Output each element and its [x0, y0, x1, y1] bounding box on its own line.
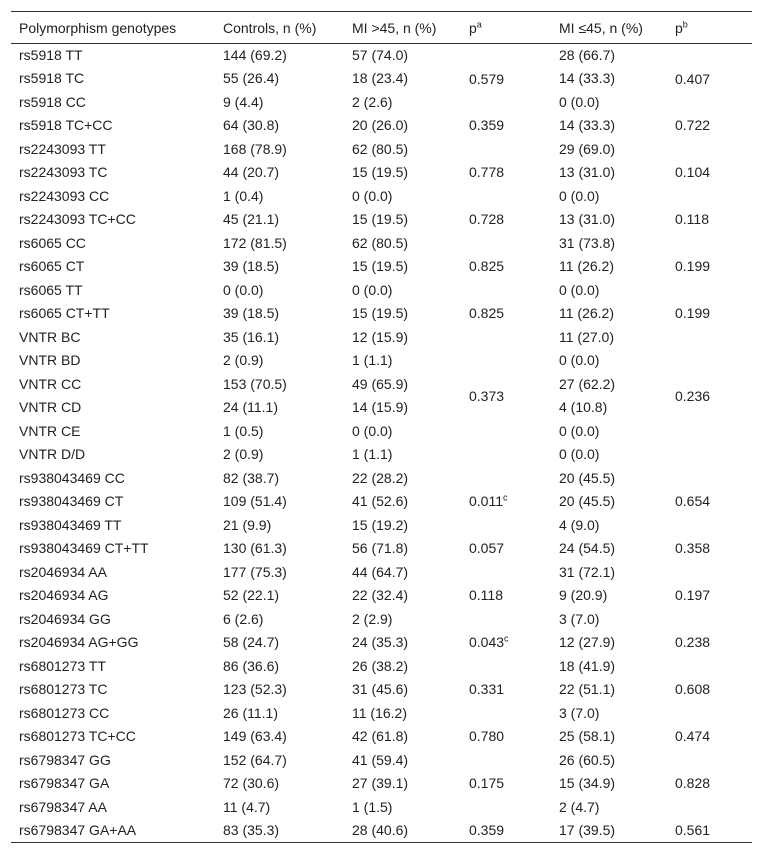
genotype-cell: rs6065 TT	[19, 281, 83, 298]
pa-value: 0.728	[469, 211, 505, 228]
pa-cell	[461, 749, 551, 820]
header-pa: $p^a$	[461, 12, 551, 44]
pb-cell: 0.407	[675, 70, 711, 87]
pb-cell: 0.654	[675, 493, 711, 510]
controls-cell: 72 (30.6)	[223, 775, 280, 792]
genotype-cell: rs2046934 AG+GG	[19, 634, 139, 651]
table-row	[11, 631, 752, 655]
mi-under45-cell: 0 (0.0)	[559, 187, 600, 204]
mi-over45-cell: 15 (19.5)	[352, 211, 409, 228]
genotype-cell: rs6798347 AA	[19, 798, 107, 815]
mi-under45-cell: 3 (7.0)	[559, 704, 600, 721]
mi-under45-cell: 4 (10.8)	[559, 399, 608, 416]
pb-cell: 0.199	[675, 305, 711, 322]
genotype-cell: rs6798347 GA	[19, 775, 110, 792]
pa-value: 0.579	[469, 70, 505, 87]
mi-under45-cell: 20 (45.5)	[559, 493, 616, 510]
mi-under45-cell: 18 (41.9)	[559, 657, 616, 674]
genotype-cell: VNTR BD	[19, 352, 81, 369]
table-row	[11, 232, 752, 256]
controls-cell: 149 (63.4)	[223, 728, 287, 745]
header-genotype: Polymorphism genotypes	[11, 12, 215, 44]
genotype-cell: rs5918 TT	[19, 47, 83, 63]
mi-under45-cell: 13 (31.0)	[559, 164, 616, 181]
table-row	[11, 91, 752, 115]
mi-under45-cell: 0 (0.0)	[559, 281, 600, 298]
controls-cell: 109 (51.4)	[223, 493, 287, 510]
table-header	[11, 12, 752, 44]
mi-under45-cell: 29 (69.0)	[559, 140, 616, 157]
table-row	[11, 255, 752, 279]
mi-under45-cell: 31 (72.1)	[559, 563, 616, 580]
controls-cell: 39 (18.5)	[223, 258, 280, 275]
genotype-cell: rs6065 CC	[19, 234, 86, 251]
mi-under45-cell: 11 (27.0)	[559, 328, 614, 345]
controls-cell: 44 (20.7)	[223, 164, 280, 181]
genotype-cell: rs6801273 TC+CC	[19, 728, 136, 745]
controls-cell: 35 (16.1)	[223, 328, 280, 345]
mi-over45-cell: 0 (0.0)	[352, 422, 393, 439]
pa-value: 0.778	[469, 164, 505, 181]
mi-over45-cell: 18 (23.4)	[352, 70, 409, 87]
mi-under45-cell: 0 (0.0)	[559, 352, 600, 369]
mi-over45-cell: 22 (32.4)	[352, 587, 409, 604]
mi-over45-cell: 11 (16.2)	[352, 704, 407, 721]
pb-cell: 0.118	[675, 211, 709, 228]
genotype-table	[11, 11, 752, 843]
pb-cell: 0.197	[675, 587, 711, 604]
mi-under45-cell: 15 (34.9)	[559, 775, 616, 792]
pa-value: 0.359	[469, 117, 505, 134]
pb-cell: 0.358	[675, 540, 711, 557]
pb-cell: 0.199	[675, 258, 711, 275]
mi-under45-cell: 13 (31.0)	[559, 211, 616, 228]
controls-cell: 86 (36.6)	[223, 657, 280, 674]
genotype-cell: rs5918 CC	[19, 93, 86, 110]
controls-cell: 26 (11.1)	[223, 704, 278, 721]
mi-over45-cell: 49 (65.9)	[352, 375, 409, 392]
pa-cell	[461, 655, 551, 726]
mi-over45-cell: 28 (40.6)	[344, 819, 461, 843]
mi-under45-cell: 9 (20.9)	[559, 587, 608, 604]
pa-cell	[461, 537, 551, 561]
mi-over45-cell: 15 (19.2)	[352, 516, 409, 533]
pa-value: 0.331	[469, 681, 505, 698]
mi-over45-cell: 62 (80.5)	[352, 140, 409, 157]
table-row	[11, 138, 752, 162]
pa-cell	[461, 725, 551, 749]
pa-cell	[461, 208, 551, 232]
mi-over45-cell: 57 (74.0)	[352, 47, 409, 63]
mi-over45-cell: 15 (19.5)	[352, 305, 409, 322]
pb-cell: 0.104	[675, 164, 711, 181]
genotype-cell: VNTR D/D	[19, 446, 86, 463]
controls-cell: 1 (0.5)	[223, 422, 264, 439]
mi-over45-cell: 44 (64.7)	[352, 563, 409, 580]
genotype-cell: rs2046934 GG	[19, 610, 111, 627]
genotype-cell: rs938043469 CC	[19, 469, 125, 486]
pa-cell	[461, 326, 551, 467]
mi-over45-cell: 12 (15.9)	[352, 328, 409, 345]
mi-under45-cell: 0 (0.0)	[559, 422, 600, 439]
table-row	[11, 302, 752, 326]
pa-value: 0.057	[469, 540, 505, 557]
pb-cell: 0.561	[667, 819, 752, 843]
genotype-cell: rs6798347 GA+AA	[11, 819, 215, 843]
controls-cell: 172 (81.5)	[223, 234, 287, 251]
genotype-cell: rs6065 CT	[19, 258, 85, 275]
genotype-cell: rs6798347 GG	[19, 751, 111, 768]
pa-cell	[461, 631, 551, 655]
table-row	[11, 819, 752, 843]
table-row	[11, 420, 752, 444]
table-row	[11, 161, 752, 185]
mi-under45-cell: 0 (0.0)	[559, 446, 600, 463]
pa-cell	[461, 44, 551, 115]
table-row	[11, 561, 752, 585]
mi-under45-cell: 27 (62.2)	[559, 375, 616, 392]
controls-cell: 64 (30.8)	[223, 117, 280, 134]
genotype-cell: rs5918 TC	[19, 70, 85, 87]
controls-cell: 55 (26.4)	[223, 70, 280, 87]
pb-cell: 0.236	[675, 387, 711, 404]
table-row	[11, 537, 752, 561]
genotype-cell: VNTR CD	[19, 399, 82, 416]
controls-cell: 82 (38.7)	[223, 469, 280, 486]
genotype-cell: rs938043469 CT+TT	[19, 540, 149, 557]
controls-cell: 130 (61.3)	[223, 540, 287, 557]
footnote-marker: b	[682, 18, 688, 29]
pa-value: 0.359	[469, 822, 505, 838]
table-row	[11, 702, 752, 726]
mi-over45-cell: 0 (0.0)	[352, 281, 393, 298]
mi-over45-cell: 1 (1.5)	[352, 798, 393, 815]
mi-under45-cell: 2 (4.7)	[559, 798, 600, 815]
table-body	[11, 44, 752, 843]
table-row	[11, 514, 752, 538]
genotype-cell: rs2243093 CC	[19, 187, 110, 204]
mi-over45-cell: 2 (2.6)	[352, 93, 393, 110]
mi-over45-cell: 15 (19.5)	[352, 258, 409, 275]
header-mi-over45: MI >45, n (%)	[344, 12, 461, 44]
mi-under45-cell: 26 (60.5)	[559, 751, 616, 768]
genotype-cell: rs2046934 AG	[19, 587, 109, 604]
genotype-cell: rs6801273 TC	[19, 681, 108, 698]
genotype-cell: VNTR CC	[19, 375, 82, 392]
mi-over45-cell: 41 (59.4)	[352, 751, 409, 768]
controls-cell: 52 (22.1)	[223, 587, 280, 604]
table-row	[11, 67, 752, 91]
table-row	[11, 279, 752, 303]
header-mi-under45: MI ≤45, n (%)	[551, 12, 667, 44]
table-row	[11, 655, 752, 679]
pa-value: 0.825	[469, 258, 505, 275]
mi-over45-cell: 15 (19.5)	[352, 164, 409, 181]
table-row	[11, 749, 752, 773]
table-row	[11, 678, 752, 702]
genotype-cell: rs938043469 TT	[19, 516, 122, 533]
mi-under45-cell: 25 (58.1)	[559, 728, 616, 745]
table-row	[11, 44, 752, 68]
controls-cell: 168 (78.9)	[223, 140, 287, 157]
controls-cell: 39 (18.5)	[223, 305, 280, 322]
pa-cell	[461, 138, 551, 209]
mi-over45-cell: 31 (45.6)	[352, 681, 409, 698]
pa-cell	[461, 114, 551, 138]
pa-value: 0.175	[469, 775, 505, 792]
mi-under45-cell: 17 (39.5)	[551, 819, 667, 843]
pa-cell	[461, 561, 551, 632]
mi-under45-cell: 12 (27.9)	[559, 634, 616, 651]
pb-cell: 0.722	[675, 117, 711, 134]
mi-under45-cell: 0 (0.0)	[559, 93, 600, 110]
pa-cell	[461, 302, 551, 326]
pa-cell	[461, 232, 551, 303]
table-row	[11, 373, 752, 397]
pa-value: 0.373	[469, 387, 505, 404]
table-row	[11, 349, 752, 373]
mi-over45-cell: 62 (80.5)	[352, 234, 409, 251]
controls-cell: 45 (21.1)	[223, 211, 280, 228]
genotype-cell: rs2046934 AA	[19, 563, 107, 580]
pa-cell	[461, 467, 551, 538]
controls-cell: 21 (9.9)	[223, 516, 272, 533]
controls-cell: 1 (0.4)	[223, 187, 264, 204]
controls-cell: 177 (75.3)	[223, 563, 287, 580]
mi-over45-cell: 27 (39.1)	[352, 775, 409, 792]
mi-under45-cell: 11 (26.2)	[559, 258, 614, 275]
controls-cell: 9 (4.4)	[223, 93, 264, 110]
genotype-cell: VNTR BC	[19, 328, 81, 345]
mi-over45-cell: 2 (2.9)	[352, 610, 393, 627]
mi-over45-cell: 20 (26.0)	[352, 117, 409, 134]
mi-under45-cell: 28 (66.7)	[559, 47, 616, 63]
mi-under45-cell: 31 (73.8)	[559, 234, 616, 251]
mi-under45-cell: 20 (45.5)	[559, 469, 616, 486]
mi-under45-cell: 11 (26.2)	[559, 305, 614, 322]
header-controls: Controls, n (%)	[215, 12, 344, 44]
controls-cell: 11 (4.7)	[223, 798, 271, 815]
mi-over45-cell: 14 (15.9)	[352, 399, 409, 416]
table-row	[11, 725, 752, 749]
genotype-cell: rs6801273 TT	[19, 657, 106, 674]
controls-cell: 2 (0.9)	[223, 352, 264, 369]
controls-cell: 152 (64.7)	[223, 751, 287, 768]
pa-value: 0.118	[469, 587, 503, 604]
mi-over45-cell: 1 (1.1)	[352, 446, 393, 463]
pb-cell: 0.828	[675, 775, 711, 792]
table-row	[11, 396, 752, 420]
pa-value: 0.011	[469, 493, 503, 510]
mi-over45-cell: 24 (35.3)	[352, 634, 409, 651]
genotype-cell: rs2243093 TT	[19, 140, 106, 157]
mi-over45-cell: 42 (61.8)	[352, 728, 409, 745]
controls-cell: 123 (52.3)	[223, 681, 287, 698]
mi-under45-cell: 14 (33.3)	[559, 117, 616, 134]
pb-cell: 0.238	[675, 634, 711, 651]
pa-value: 0.825	[469, 305, 505, 322]
controls-cell: 0 (0.0)	[223, 281, 264, 298]
footnote-marker: c	[504, 633, 509, 644]
pb-cell: 0.608	[675, 681, 711, 698]
table-row	[11, 490, 752, 514]
table-row	[11, 772, 752, 796]
controls-cell: 24 (11.1)	[223, 399, 278, 416]
pb-cell: 0.474	[675, 728, 711, 745]
mi-over45-cell: 26 (38.2)	[352, 657, 409, 674]
genotype-cell: rs5918 TC+CC	[19, 117, 113, 134]
mi-over45-cell: 1 (1.1)	[352, 352, 393, 369]
mi-under45-cell: 3 (7.0)	[559, 610, 600, 627]
mi-over45-cell: 41 (52.6)	[352, 493, 409, 510]
table-row	[11, 185, 752, 209]
mi-under45-cell: 4 (9.0)	[559, 516, 600, 533]
genotype-cell: rs6065 CT+TT	[19, 305, 110, 322]
table-row	[11, 608, 752, 632]
mi-over45-cell: 0 (0.0)	[352, 187, 393, 204]
table-row	[11, 208, 752, 232]
pa-cell	[461, 819, 551, 843]
controls-cell: 83 (35.3)	[215, 819, 344, 843]
controls-cell: 144 (69.2)	[223, 47, 287, 63]
footnote-marker: c	[503, 492, 508, 503]
genotype-cell: rs2243093 TC	[19, 164, 108, 181]
table-row	[11, 114, 752, 138]
mi-over45-cell: 22 (28.2)	[352, 469, 409, 486]
genotype-cell: rs2243093 TC+CC	[19, 211, 136, 228]
controls-cell: 153 (70.5)	[223, 375, 287, 392]
mi-under45-cell: 22 (51.1)	[559, 681, 616, 698]
mi-under45-cell: 14 (33.3)	[559, 70, 616, 87]
table-row	[11, 796, 752, 820]
table-row	[11, 584, 752, 608]
controls-cell: 6 (2.6)	[223, 610, 264, 627]
controls-cell: 2 (0.9)	[223, 446, 264, 463]
genotype-cell: rs6801273 CC	[19, 704, 110, 721]
controls-cell: 58 (24.7)	[223, 634, 280, 651]
mi-under45-cell: 24 (54.5)	[559, 540, 616, 557]
mi-over45-cell: 56 (71.8)	[352, 540, 409, 557]
pa-value: 0.043	[469, 634, 505, 651]
table-row	[11, 467, 752, 491]
table-row	[11, 326, 752, 350]
header-pb: $p^b$	[667, 12, 752, 44]
table-row	[11, 443, 752, 467]
footnote-marker: a	[476, 18, 482, 29]
genotype-cell: rs938043469 CT	[19, 493, 124, 510]
genotype-cell: VNTR CE	[19, 422, 81, 439]
pa-value: 0.780	[469, 728, 505, 745]
header-row	[11, 12, 752, 44]
